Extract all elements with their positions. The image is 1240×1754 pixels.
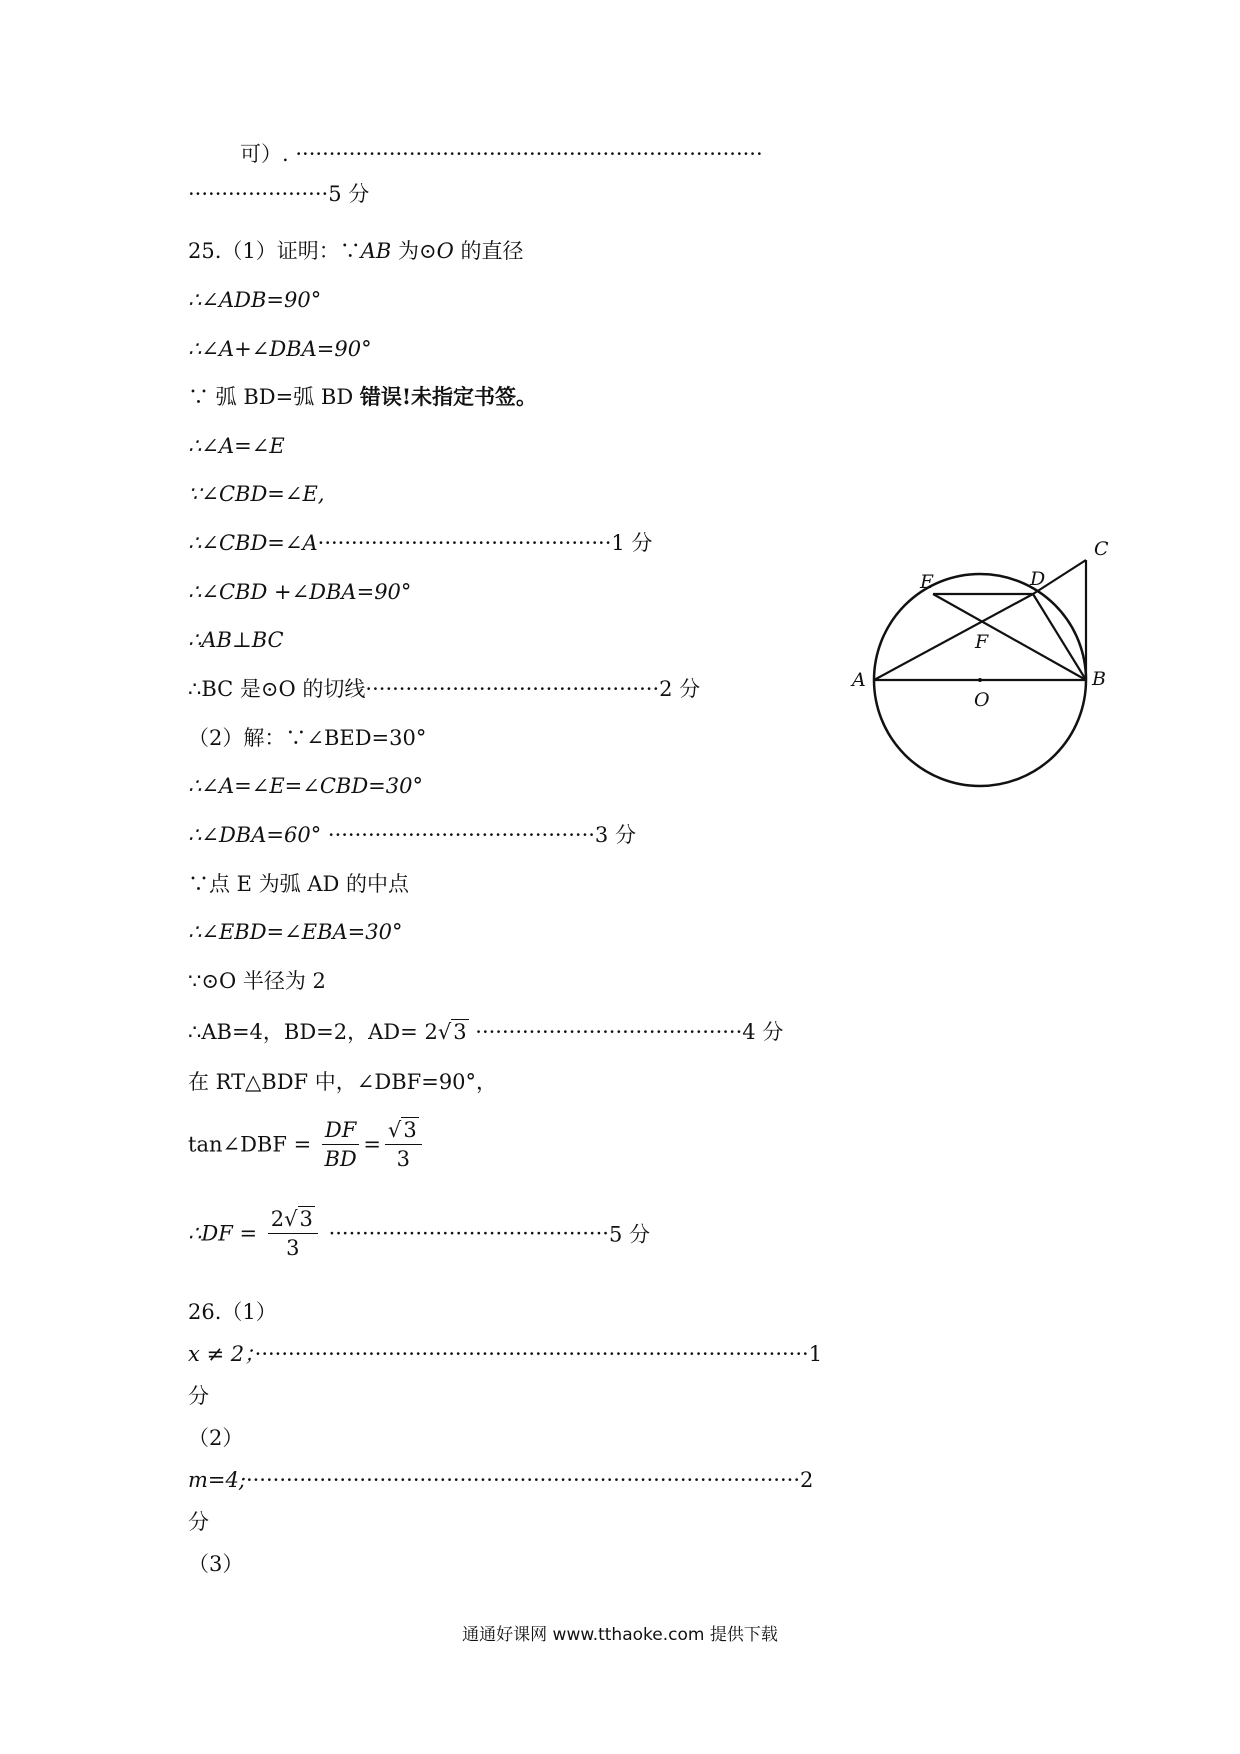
step-6 — [188, 529, 652, 557]
step-3 — [188, 383, 537, 411]
score: 5 分 — [608, 1222, 650, 1247]
label-e: E — [920, 571, 934, 593]
score: 1 分 — [611, 531, 653, 555]
step-7: ∴∠CBD +∠DBA=90° — [188, 580, 412, 604]
score: 5 分 — [328, 182, 370, 206]
step-4: ∴∠A=∠E — [188, 434, 285, 458]
point-o — [978, 678, 982, 682]
text: ∴BC 是⊙O 的切线 — [188, 677, 366, 701]
equals: = — [363, 1132, 381, 1157]
step-15: ∵⊙O 半径为 2 — [188, 969, 326, 993]
error-text: 错误!未指定书签。 — [359, 384, 538, 409]
text: m=4; — [188, 1468, 246, 1492]
leader-dots: ··················································································· — [245, 1468, 801, 1492]
step-9 — [188, 675, 700, 703]
step-12 — [188, 821, 636, 849]
label-a: A — [852, 669, 866, 691]
radicand: 3 — [453, 1020, 467, 1044]
text: 可）. — [240, 142, 289, 166]
step-5: ∵∠CBD=∠E, — [188, 482, 325, 506]
step-1: ∴∠ADB=90° — [188, 288, 322, 312]
step-19 — [188, 1207, 650, 1260]
text: 的直径 — [453, 239, 524, 263]
denominator: 3 — [286, 1236, 300, 1260]
text: tan∠DBF = — [188, 1132, 312, 1157]
q25-heading — [188, 237, 524, 265]
radicand: 3 — [299, 1207, 313, 1231]
leader-dots: ········································ — [475, 1020, 743, 1044]
step-13: ∵点 E 为弧 AD 的中点 — [188, 872, 410, 896]
leader-dots: ········································ — [327, 823, 595, 847]
fraction — [385, 1118, 422, 1171]
q26-part1-unit: 分 — [188, 1384, 209, 1408]
denominator: 3 — [396, 1147, 410, 1171]
step-10: （2）解：∵∠BED=30° — [188, 726, 427, 750]
step-14: ∴∠EBD=∠EBA=30° — [188, 920, 403, 944]
score: 1 — [808, 1342, 823, 1366]
denominator: BD — [324, 1147, 357, 1171]
var: O — [436, 239, 454, 263]
step-17: 在 RT△BDF 中，∠DBF=90°， — [188, 1070, 498, 1094]
text: ∴∠DBA=60° — [188, 823, 322, 847]
sqrt: √3 — [284, 1207, 313, 1231]
coef: 2 — [424, 1020, 438, 1044]
radicand: 3 — [403, 1118, 417, 1142]
text: ∴AB=4，BD=2，AD= — [188, 1020, 418, 1044]
step-11: ∴∠A=∠E=∠CBD=30° — [188, 774, 423, 798]
leader-dots: ··················································································· — [254, 1342, 809, 1366]
label-f: F — [975, 631, 989, 653]
leader-dots: ············································ — [317, 531, 612, 555]
leader-dots: ······································································ — [295, 142, 763, 166]
line-2 — [188, 180, 369, 208]
footer: 通通好课网 www.tthaoke.com 提供下载 — [462, 1625, 778, 1645]
q26-heading: 26.（1） — [188, 1300, 277, 1324]
sqrt: √3 — [387, 1118, 417, 1142]
q26-part2-unit: 分 — [188, 1510, 209, 1534]
label-o: O — [974, 689, 990, 711]
q26-part3-heading: （3） — [188, 1552, 244, 1576]
fraction — [268, 1207, 318, 1260]
text: x ≠ 2； — [188, 1342, 255, 1366]
geometry-figure — [840, 535, 1130, 805]
fraction — [322, 1118, 359, 1171]
text: ∵ 弧 BD=弧 BD — [188, 385, 360, 409]
leader-dots: ····················· — [188, 182, 329, 206]
text: 25.（1）证明：∵ — [188, 239, 361, 263]
score: 3 分 — [594, 823, 636, 847]
score: 2 分 — [659, 677, 701, 701]
text: ∴DF = — [188, 1221, 258, 1246]
text: 为⊙ — [391, 239, 437, 263]
numerator — [268, 1207, 318, 1234]
label-d: D — [1030, 568, 1046, 590]
line-1 — [240, 140, 763, 168]
coef: 2 — [270, 1207, 285, 1231]
q26-part1 — [188, 1340, 822, 1368]
step-2: ∴∠A+∠DBA=90° — [188, 337, 372, 361]
q26-part2 — [188, 1466, 813, 1494]
sqrt: √3 — [437, 1020, 467, 1044]
var: AB — [360, 239, 392, 263]
label-b: B — [1092, 668, 1106, 690]
score: 4 分 — [742, 1020, 784, 1044]
score: 2 — [800, 1468, 814, 1492]
label-c: C — [1094, 538, 1109, 560]
leader-dots: ·········································· — [328, 1221, 609, 1246]
numerator: DF — [322, 1118, 359, 1145]
numerator — [385, 1118, 422, 1145]
step-8: ∴AB⊥BC — [188, 628, 284, 652]
step-16 — [188, 1018, 783, 1046]
q26-part2-heading: （2） — [188, 1426, 244, 1450]
text: ∴∠CBD=∠A — [188, 531, 318, 555]
leader-dots: ············································ — [365, 677, 660, 701]
step-18 — [188, 1118, 426, 1171]
